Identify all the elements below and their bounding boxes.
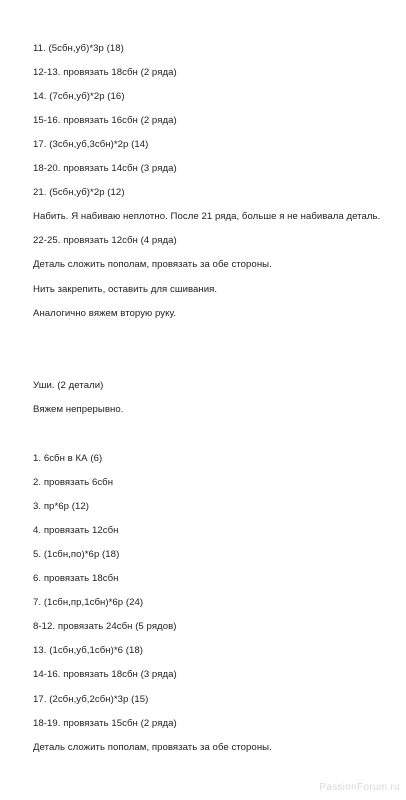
- pattern-line: 11. (5сбн,уб)*3р (18): [33, 43, 124, 54]
- pattern-line: 15-16. провязать 16сбн (2 ряда): [33, 115, 177, 126]
- pattern-line: 21. (5сбн,уб)*2р (12): [33, 187, 125, 198]
- pattern-line: Вяжем непрерывно.: [33, 404, 124, 415]
- pattern-line: 8-12. провязать 24сбн (5 рядов): [33, 621, 177, 632]
- pattern-line: Набить. Я набиваю неплотно. После 21 ряда, больше я не набивала деталь.: [33, 211, 381, 222]
- site-watermark: PassionForum.ru: [319, 782, 400, 793]
- pattern-line: Деталь сложить пополам, провязать за обе стороны.: [33, 259, 272, 270]
- pattern-line: Деталь сложить пополам, провязать за обе стороны.: [33, 742, 272, 753]
- pattern-line: 22-25. провязать 12сбн (4 ряда): [33, 235, 177, 246]
- pattern-line: 1. 6сбн в КА (6): [33, 453, 103, 464]
- pattern-line: 17. (2сбн,уб,2сбн)*3р (15): [33, 694, 149, 705]
- pattern-line: 18-20. провязать 14сбн (3 ряда): [33, 163, 177, 174]
- pattern-line: 4. провязать 12сбн: [33, 525, 119, 536]
- pattern-line: 2. провязать 6сбн: [33, 477, 114, 488]
- pattern-line: 5. (1сбн,по)*6р (18): [33, 549, 120, 560]
- pattern-line: 3. пр*6р (12): [33, 501, 89, 512]
- pattern-line: Нить закрепить, оставить для сшивания.: [33, 284, 218, 295]
- pattern-line: Аналогично вяжем вторую руку.: [33, 308, 177, 319]
- pattern-line: 18-19. провязать 15сбн (2 ряда): [33, 718, 177, 729]
- pattern-line: 12-13. провязать 18сбн (2 ряда): [33, 67, 177, 78]
- pattern-line: 14. (7сбн,уб)*2р (16): [33, 91, 125, 102]
- pattern-line: 7. (1сбн,пр,1сбн)*6р (24): [33, 597, 144, 608]
- section-title: Уши. (2 детали): [33, 380, 104, 391]
- pattern-line: 6. провязать 18сбн: [33, 573, 119, 584]
- pattern-line: 17. (3сбн,уб,3сбн)*2р (14): [33, 139, 149, 150]
- pattern-line: 13. (1сбн,уб,1сбн)*6 (18): [33, 645, 144, 656]
- pattern-line: 14-16. провязать 18сбн (3 ряда): [33, 669, 177, 680]
